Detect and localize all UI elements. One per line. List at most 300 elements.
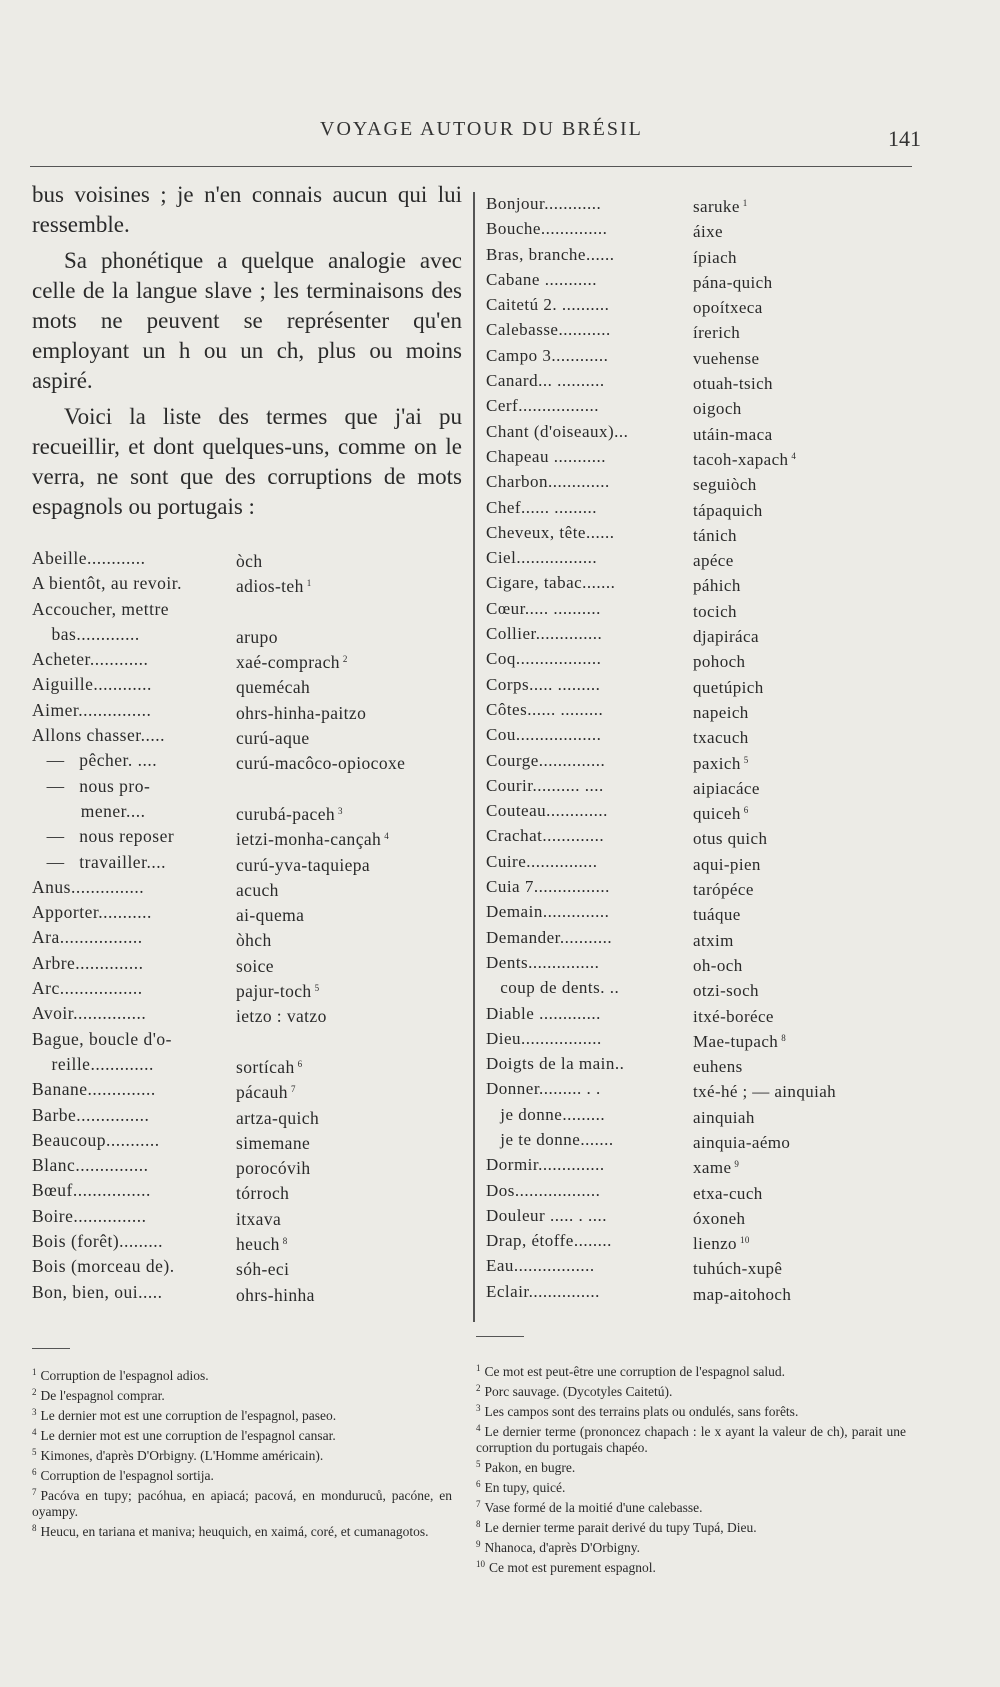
glossary-meaning-text: ietzo : vatzo bbox=[236, 1006, 327, 1027]
footnote-text: Pakon, en bugre. bbox=[484, 1460, 576, 1475]
glossary-meaning bbox=[679, 722, 752, 747]
footnote-mark: 10 bbox=[476, 1559, 485, 1569]
glossary-meaning bbox=[679, 1102, 758, 1127]
glossary-meaning bbox=[679, 317, 743, 342]
glossary-entry bbox=[486, 849, 906, 874]
glossary-meaning bbox=[679, 950, 746, 975]
glossary-meaning bbox=[679, 444, 796, 469]
glossary-meaning-text: oh-och bbox=[693, 955, 743, 975]
glossary-meaning bbox=[222, 622, 281, 647]
glossary-meaning bbox=[679, 621, 762, 646]
glossary-meaning-text: heuch bbox=[236, 1234, 280, 1255]
glossary-meaning-text: oigoch bbox=[693, 399, 742, 419]
glossary-term: Bon, bien, oui..... bbox=[32, 1281, 163, 1302]
footnote-text: Pacóva en tupy; pacóhua, en apiacá; pacová, en monduruců, pacóne, en oyampy. bbox=[32, 1488, 452, 1519]
glossary-meaning bbox=[679, 393, 745, 418]
glossary-meaning-text: curú-macôco-opiocoxe bbox=[236, 753, 406, 774]
glossary-meaning bbox=[222, 1280, 318, 1305]
glossary-meaning bbox=[679, 545, 737, 570]
glossary-term: Arc................. bbox=[32, 978, 143, 999]
glossary-meaning-text: euhens bbox=[693, 1057, 743, 1077]
glossary-entry bbox=[486, 672, 906, 697]
glossary-meaning-text: tápaquich bbox=[693, 500, 763, 520]
glossary-meaning-text: otuah-tsich bbox=[693, 374, 773, 394]
footnote-mark: 5 bbox=[476, 1459, 481, 1469]
glossary-entry bbox=[32, 900, 462, 925]
footnote-text: Ce mot est purement espagnol. bbox=[489, 1560, 656, 1575]
glossary-term: Cuire............... bbox=[486, 851, 598, 871]
glossary-meaning bbox=[679, 1152, 739, 1177]
glossary-term: Chef...... ......... bbox=[486, 497, 598, 517]
glossary-meaning-text: arupo bbox=[236, 626, 278, 647]
glossary-term: Bras, branche...... bbox=[486, 244, 615, 264]
glossary-meaning-text: quiceh bbox=[693, 804, 741, 824]
glossary-entry bbox=[486, 469, 906, 494]
glossary-entry bbox=[32, 1077, 462, 1102]
glossary-term: Cuia 7................ bbox=[486, 877, 610, 897]
glossary-term: Arbre.............. bbox=[32, 952, 144, 973]
glossary-meaning bbox=[222, 1178, 292, 1203]
glossary-meaning bbox=[679, 343, 762, 368]
glossary-entry bbox=[486, 1228, 906, 1253]
glossary-meaning bbox=[679, 1279, 794, 1304]
glossary-term: Coq.................. bbox=[486, 649, 602, 669]
glossary-term: Demander........... bbox=[486, 927, 613, 947]
footnote bbox=[476, 1360, 906, 1380]
glossary-entry bbox=[486, 444, 906, 469]
footnote-mark: 7 bbox=[32, 1487, 37, 1497]
glossary-meaning-text: curubá-paceh bbox=[236, 803, 336, 824]
glossary-term: Bœuf................ bbox=[32, 1180, 151, 1201]
glossary-meaning-text: pajur-toch bbox=[236, 981, 312, 1002]
glossary-meaning-text: Mae-tupach bbox=[693, 1031, 779, 1051]
glossary-meaning bbox=[679, 925, 737, 950]
glossary-term: Cigare, tabac....... bbox=[486, 573, 616, 593]
glossary-meaning bbox=[679, 646, 748, 671]
footnote-reference: 6 bbox=[297, 1058, 303, 1069]
glossary-meaning-text: òch bbox=[236, 551, 263, 571]
glossary-entry bbox=[486, 1253, 906, 1278]
glossary-meaning-text: soice bbox=[236, 955, 274, 976]
glossary-meaning-text: pácauh bbox=[236, 1082, 288, 1103]
glossary-entry bbox=[32, 546, 462, 571]
glossary-term: Eclair............... bbox=[486, 1281, 600, 1301]
glossary-meaning-text: ietzi-monha-cançah bbox=[236, 829, 382, 850]
glossary-entry bbox=[486, 899, 906, 924]
glossary-meaning-text: páhich bbox=[693, 576, 741, 596]
glossary-meaning-text: tuáque bbox=[693, 905, 741, 925]
glossary-meaning bbox=[679, 823, 770, 848]
glossary-entry bbox=[486, 596, 906, 621]
running-header: VOYAGE AUTOUR DU BRÉSIL bbox=[320, 118, 643, 140]
footnote bbox=[32, 1520, 452, 1540]
glossary-meaning bbox=[222, 1229, 288, 1254]
glossary-meaning bbox=[679, 1026, 786, 1051]
footnote-mark: 3 bbox=[476, 1403, 481, 1413]
glossary-term: Courge.............. bbox=[486, 750, 606, 770]
glossary-term: je donne......... bbox=[486, 1104, 606, 1124]
footnote-mark: 1 bbox=[32, 1367, 37, 1377]
glossary-term: Cœur..... .......... bbox=[486, 598, 601, 618]
glossary-term: Courir.......... .... bbox=[486, 775, 604, 795]
glossary-term: Donner......... . . bbox=[486, 1079, 601, 1099]
footnote bbox=[476, 1536, 906, 1556]
glossary-term: Avoir............... bbox=[32, 1003, 147, 1024]
glossary-meaning-text: napeich bbox=[693, 702, 749, 722]
glossary-term: reille............. bbox=[32, 1053, 154, 1074]
footnote bbox=[32, 1464, 452, 1484]
glossary-meaning-text: seguiòch bbox=[693, 475, 757, 495]
glossary-term: Douleur ..... . .... bbox=[486, 1205, 607, 1225]
page-number: 141 bbox=[888, 126, 921, 151]
glossary-entry bbox=[486, 368, 906, 393]
glossary-term: Dieu................. bbox=[486, 1028, 602, 1048]
glossary-term: Corps..... ......... bbox=[486, 674, 601, 694]
footnote-mark: 4 bbox=[476, 1423, 481, 1433]
glossary-term: Eau................. bbox=[486, 1256, 595, 1276]
glossary-entry bbox=[32, 824, 462, 849]
footnote-reference: 10 bbox=[739, 1235, 750, 1246]
glossary-entry bbox=[486, 646, 906, 671]
footnote-reference: 7 bbox=[290, 1084, 296, 1095]
glossary-entry bbox=[32, 1001, 462, 1026]
footnote-reference: 5 bbox=[314, 983, 320, 994]
glossary-meaning-text: quemécah bbox=[236, 677, 311, 698]
footnote bbox=[32, 1364, 452, 1384]
glossary-entry bbox=[32, 1153, 462, 1178]
glossary-meaning bbox=[222, 900, 307, 925]
glossary-meaning bbox=[679, 1228, 750, 1253]
glossary-entry bbox=[486, 267, 906, 292]
paragraph: Voici la liste des termes que j'ai pu recueillir, et dont quelques-uns, comme on le verra, ne sont que des corruptions de mots espagnols ou portugais : bbox=[32, 404, 462, 519]
glossary-meaning bbox=[679, 1253, 785, 1278]
glossary-meaning-text: ainquiah bbox=[693, 1107, 755, 1127]
glossary-meaning-text: curú-yva-taquiepa bbox=[236, 854, 371, 875]
glossary-entry bbox=[32, 850, 462, 875]
glossary-entry bbox=[486, 393, 906, 418]
footnotes-right bbox=[476, 1360, 906, 1576]
footnote-reference: 5 bbox=[743, 754, 749, 765]
footnote bbox=[476, 1420, 906, 1456]
glossary-term: mener.... bbox=[32, 800, 146, 821]
footnote-reference: 2 bbox=[342, 654, 348, 665]
glossary-meaning bbox=[679, 267, 776, 292]
footnote bbox=[476, 1476, 906, 1496]
glossary-meaning bbox=[679, 596, 740, 621]
glossary-term: Boire............... bbox=[32, 1205, 147, 1226]
glossary-meaning bbox=[679, 874, 757, 899]
glossary-meaning bbox=[222, 748, 408, 773]
glossary-meaning-text: sóh-eci bbox=[236, 1259, 290, 1280]
glossary-meaning bbox=[222, 1204, 284, 1229]
glossary-meaning-text: opoítxeca bbox=[693, 298, 763, 318]
glossary-term: Chapeau ........... bbox=[486, 446, 606, 466]
glossary-meaning-text: utáin-maca bbox=[693, 424, 773, 444]
glossary-term: Campo 3............ bbox=[486, 345, 609, 365]
glossary-term: Charbon............. bbox=[486, 472, 610, 492]
footnote-text: Kimones, d'après D'Orbigny. (L'Homme américain). bbox=[40, 1448, 324, 1463]
glossary-meaning bbox=[679, 469, 760, 494]
glossary-entry bbox=[486, 1051, 906, 1076]
glossary-meaning bbox=[222, 951, 277, 976]
glossary-meaning-text: apéce bbox=[693, 551, 734, 571]
glossary-term: Cabane ........... bbox=[486, 269, 597, 289]
glossary-meaning bbox=[222, 647, 348, 672]
glossary-term: Aiguille............ bbox=[32, 674, 152, 695]
glossary-meaning bbox=[222, 850, 373, 875]
glossary-meaning-text: otzi-soch bbox=[693, 981, 759, 1001]
glossary-meaning-text: quetúpich bbox=[693, 677, 764, 697]
glossary-term: Ciel................. bbox=[486, 548, 598, 568]
glossary-meaning-text: ohrs-hinha-paitzo bbox=[236, 702, 367, 723]
glossary-term: Acheter............ bbox=[32, 649, 149, 670]
footnote-text: Corruption de l'espagnol sortija. bbox=[40, 1468, 214, 1483]
footnotes-left bbox=[32, 1364, 452, 1540]
footnote-mark: 4 bbox=[32, 1427, 37, 1437]
footnote-text: Le dernier mot est une corruption de l'espagnol cansar. bbox=[40, 1428, 336, 1443]
glossary-term: Dos.................. bbox=[486, 1180, 601, 1200]
footnote-rule bbox=[476, 1336, 524, 1337]
glossary-meaning bbox=[222, 925, 275, 950]
glossary-entry bbox=[486, 925, 906, 950]
glossary-entry bbox=[32, 1103, 462, 1128]
footnote-text: En tupy, quicé. bbox=[484, 1480, 566, 1495]
glossary-term: — nous pro- bbox=[32, 775, 151, 796]
glossary-entry bbox=[486, 748, 906, 773]
footnote-rule bbox=[32, 1348, 70, 1349]
header-rule bbox=[30, 166, 912, 167]
footnote-text: Porc sauvage. (Dycotyles Caitetú). bbox=[484, 1384, 673, 1399]
glossary-term: Cerf................. bbox=[486, 396, 599, 416]
glossary-meaning-text: vuehense bbox=[693, 348, 760, 368]
glossary-meaning bbox=[222, 1001, 330, 1026]
glossary-entry bbox=[32, 799, 462, 824]
glossary-term: Doigts de la main.. bbox=[486, 1054, 625, 1074]
footnote-mark: 7 bbox=[476, 1499, 481, 1509]
glossary-meaning-text: otus quich bbox=[693, 829, 768, 849]
glossary-meaning bbox=[222, 875, 282, 900]
glossary-entry bbox=[32, 976, 462, 1001]
glossary-entry bbox=[486, 621, 906, 646]
paragraph: Sa phonétique a quelque analogie avec celle de la langue slave ; les terminaisons des mots ne peuvent se représenter qu'en employant un h ou un ch, plus ou moins aspiré. bbox=[32, 248, 462, 393]
glossary-meaning bbox=[679, 520, 740, 545]
glossary-meaning-text: atxim bbox=[693, 930, 734, 950]
footnote bbox=[32, 1404, 452, 1424]
glossary-entry bbox=[486, 1026, 906, 1051]
glossary-meaning-text: lienzo bbox=[693, 1234, 737, 1254]
glossary-term: Diable ............. bbox=[486, 1003, 601, 1023]
glossary-meaning bbox=[679, 495, 766, 520]
glossary-left-column bbox=[32, 546, 462, 1305]
footnote-mark: 5 bbox=[32, 1447, 37, 1457]
glossary-meaning-text: djapiráca bbox=[693, 627, 759, 647]
glossary-meaning bbox=[679, 672, 767, 697]
glossary-entry bbox=[486, 975, 906, 1000]
glossary-meaning-text: aipiacáce bbox=[693, 778, 760, 798]
glossary-meaning bbox=[679, 697, 752, 722]
footnote-reference: 1 bbox=[306, 578, 312, 589]
footnote-text: Ce mot est peut-être une corruption de l'espagnol salud. bbox=[484, 1364, 785, 1379]
glossary-term: bas............. bbox=[32, 623, 140, 644]
glossary-meaning-text: tacoh-xapach bbox=[693, 449, 789, 469]
glossary-entry bbox=[32, 1052, 462, 1077]
glossary-meaning-text: ainquia-aémo bbox=[693, 1132, 791, 1152]
column-divider bbox=[473, 192, 475, 1322]
glossary-meaning-text: ohrs-hinha bbox=[236, 1284, 315, 1305]
glossary-entry bbox=[486, 823, 906, 848]
footnote-mark: 9 bbox=[476, 1539, 481, 1549]
glossary-meaning bbox=[679, 1051, 746, 1076]
glossary-term: Crachat............. bbox=[486, 826, 605, 846]
glossary-entry bbox=[32, 597, 462, 622]
footnote-text: Vase formé de la moitié d'une calebasse. bbox=[484, 1500, 703, 1515]
left-column-prose bbox=[32, 180, 462, 528]
glossary-entry bbox=[32, 1178, 462, 1203]
glossary-entry bbox=[32, 748, 462, 773]
glossary-term: Ara................. bbox=[32, 927, 143, 948]
glossary-entry bbox=[32, 1027, 462, 1052]
glossary-meaning-text: porocóvih bbox=[236, 1158, 311, 1179]
glossary-entry bbox=[32, 875, 462, 900]
glossary-meaning bbox=[679, 849, 764, 874]
glossary-term: — pêcher. .... bbox=[32, 750, 158, 771]
glossary-entry bbox=[486, 1279, 906, 1304]
glossary-term: Collier.............. bbox=[486, 624, 603, 644]
glossary-meaning-text: pohoch bbox=[693, 652, 746, 672]
glossary-meaning-text: paxich bbox=[693, 753, 741, 773]
footnote-reference: 3 bbox=[338, 805, 343, 816]
glossary-meaning bbox=[679, 368, 776, 393]
footnote bbox=[32, 1424, 452, 1444]
glossary-term: Bouche.............. bbox=[486, 219, 608, 239]
footnote bbox=[476, 1380, 906, 1400]
glossary-meaning-text: aqui-pien bbox=[693, 854, 761, 874]
glossary-meaning-text: simemane bbox=[236, 1132, 311, 1153]
footnote-text: Nhanoca, d'après D'Orbigny. bbox=[484, 1540, 640, 1555]
glossary-entry bbox=[486, 216, 906, 241]
footnote bbox=[476, 1556, 906, 1576]
footnote bbox=[476, 1496, 906, 1516]
glossary-meaning-text: áixe bbox=[693, 222, 723, 242]
glossary-meaning bbox=[679, 975, 762, 1000]
glossary-term: Demain.............. bbox=[486, 902, 610, 922]
glossary-entry bbox=[486, 1102, 906, 1127]
glossary-entry bbox=[32, 1128, 462, 1153]
footnote-text: Les campos sont des terrains plats ou ondulés, sans forêts. bbox=[484, 1404, 799, 1419]
footnote bbox=[476, 1400, 906, 1420]
glossary-term: Dents............... bbox=[486, 952, 600, 972]
glossary-meaning bbox=[222, 723, 313, 748]
glossary-term: Blanc............... bbox=[32, 1155, 149, 1176]
glossary-meaning-text: ai-quema bbox=[236, 905, 305, 926]
glossary-term: — travailler.... bbox=[32, 851, 166, 872]
glossary-entry bbox=[486, 1152, 906, 1177]
footnote-reference: 8 bbox=[781, 1032, 787, 1043]
glossary-term: Bois (morceau de). bbox=[32, 1256, 175, 1277]
footnote-mark: 1 bbox=[476, 1363, 481, 1373]
glossary-entry bbox=[32, 571, 462, 596]
glossary-meaning bbox=[222, 976, 319, 1001]
footnote bbox=[32, 1484, 452, 1520]
glossary-meaning bbox=[222, 672, 313, 697]
glossary-entry bbox=[486, 242, 906, 267]
footnote bbox=[32, 1444, 452, 1464]
footnote-mark: 8 bbox=[476, 1519, 481, 1529]
glossary-entry bbox=[486, 520, 906, 545]
glossary-term: A bientôt, au revoir. bbox=[32, 573, 182, 594]
glossary-meaning-text: írerich bbox=[693, 323, 741, 343]
glossary-meaning-text: xaé-comprach bbox=[236, 652, 340, 673]
glossary-entry bbox=[32, 723, 462, 748]
glossary-term: — nous reposer bbox=[32, 826, 175, 847]
glossary-meaning-text: pána-quich bbox=[693, 272, 773, 292]
glossary-entry bbox=[486, 950, 906, 975]
paragraph: bus voisines ; je n'en connais aucun qui lui ressemble. bbox=[32, 182, 462, 237]
glossary-meaning bbox=[222, 546, 265, 571]
glossary-entry bbox=[32, 1229, 462, 1254]
glossary-entry bbox=[486, 191, 906, 216]
glossary-meaning bbox=[222, 799, 343, 824]
glossary-meaning bbox=[222, 1077, 296, 1102]
glossary-term: Dormir.............. bbox=[486, 1155, 605, 1175]
glossary-term: Chant (d'oiseaux)... bbox=[486, 421, 629, 441]
glossary-meaning bbox=[222, 824, 389, 849]
glossary-meaning-text: sortícah bbox=[236, 1056, 295, 1077]
footnote-reference: 4 bbox=[791, 450, 797, 461]
glossary-entry bbox=[486, 1076, 906, 1101]
glossary-entry bbox=[486, 1127, 906, 1152]
footnote bbox=[32, 1384, 452, 1404]
glossary-entry bbox=[486, 570, 906, 595]
glossary-term: Caitetú 2. .......... bbox=[486, 295, 610, 315]
glossary-entry bbox=[486, 317, 906, 342]
footnote-reference: 6 bbox=[743, 805, 749, 816]
glossary-meaning-text: tocich bbox=[693, 601, 737, 621]
glossary-meaning-text: saruke bbox=[693, 197, 740, 216]
glossary-term: coup de dents. .. bbox=[486, 978, 620, 998]
glossary-meaning bbox=[222, 1103, 322, 1128]
glossary-meaning bbox=[679, 292, 766, 317]
glossary-meaning-text: adios-teh bbox=[236, 576, 304, 597]
glossary-meaning bbox=[679, 1203, 748, 1228]
glossary-meaning bbox=[679, 191, 748, 216]
footnote-text: Le dernier mot est une corruption de l'espagnol, paseo. bbox=[40, 1408, 337, 1423]
footnote-mark: 6 bbox=[32, 1467, 37, 1477]
glossary-entry bbox=[486, 495, 906, 520]
glossary-term: Côtes...... ......... bbox=[486, 699, 604, 719]
glossary-entry bbox=[486, 292, 906, 317]
glossary-meaning-text: xame bbox=[693, 1158, 732, 1178]
glossary-term: Calebasse........... bbox=[486, 320, 611, 340]
glossary-meaning bbox=[679, 773, 763, 798]
glossary-entry bbox=[486, 343, 906, 368]
glossary-term: Anus............... bbox=[32, 876, 145, 897]
glossary-term: Canard... .......... bbox=[486, 371, 605, 391]
glossary-meaning bbox=[222, 1128, 313, 1153]
glossary-entry bbox=[486, 419, 906, 444]
footnote-mark: 2 bbox=[32, 1387, 37, 1397]
glossary-entry bbox=[32, 1280, 462, 1305]
glossary-meaning bbox=[679, 419, 776, 444]
glossary-term: Couteau............. bbox=[486, 801, 608, 821]
glossary-term: Banane.............. bbox=[32, 1079, 156, 1100]
glossary-meaning-text: itxé-boréce bbox=[693, 1006, 774, 1026]
glossary-meaning-text: óxoneh bbox=[693, 1208, 746, 1228]
glossary-right-column bbox=[486, 191, 906, 1304]
glossary-entry bbox=[32, 647, 462, 672]
glossary-meaning bbox=[222, 1254, 292, 1279]
glossary-meaning bbox=[679, 570, 744, 595]
